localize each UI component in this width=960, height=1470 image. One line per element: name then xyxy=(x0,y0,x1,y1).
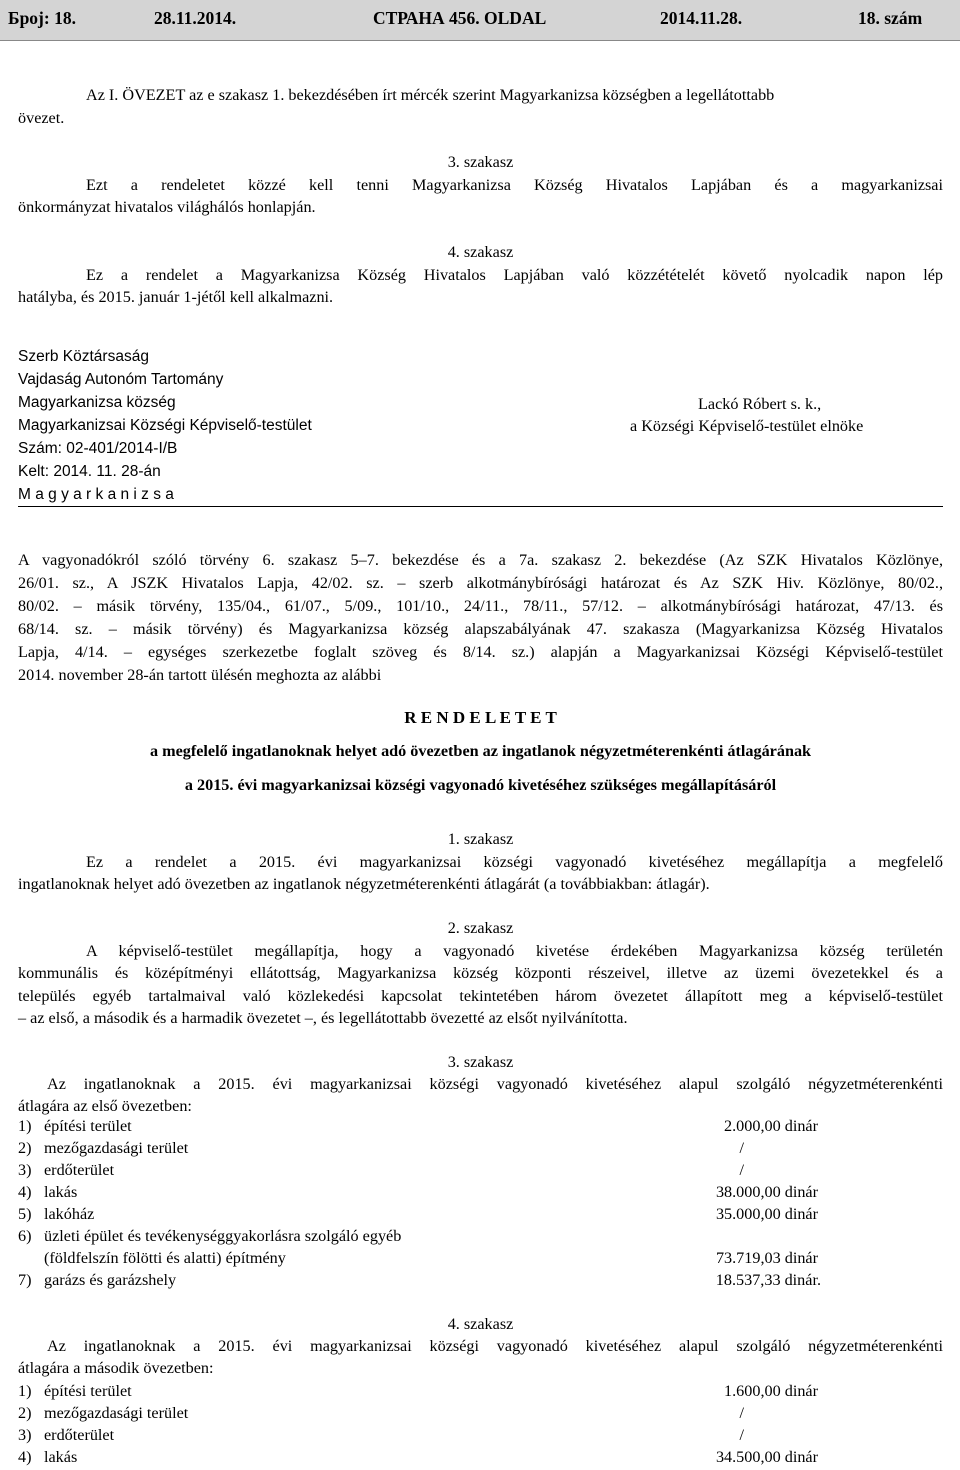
decree-subtitle-1: a megfelelő ingatlanoknak helyet adó övezetben az ingatlanok négyzetméterenkénti átlagárának xyxy=(149,742,812,760)
section-3-heading: 3. szakasz xyxy=(447,1053,514,1071)
list-item: 4) lakás 34.500,00 dinár xyxy=(18,1448,818,1466)
list-item: 5) lakóház 35.000,00 dinár xyxy=(18,1205,818,1223)
preamble-line-5: Lapja, 4/14. – egységes szerkezetbe foglalt szöveg és 8/14. sz.) alapján a Magyarkanizsai Községi Képviselő-testület xyxy=(18,643,943,661)
list-item: 3) erdőterület / xyxy=(18,1161,744,1179)
list-item: 3) erdőterület / xyxy=(18,1426,744,1444)
issue-number-sr: Број: 18. xyxy=(8,8,76,28)
preamble-line-4: 68/14. sz. – másik törvény) és Magyarkanizsa község alapszabályának 47. szakasza (Magyarkanizsa Község Hivatalos xyxy=(18,620,943,638)
section-3-line-1: Az ingatlanoknak a 2015. évi magyarkanizsai községi vagyonadó kivetéséhez alapul szolgáló négyzetméterenkénti xyxy=(47,1075,943,1093)
document-place: M a g y a r k a n i z s a xyxy=(18,486,174,503)
section-3-top-line-2: önkormányzat hivatalos világhálós honlapján. xyxy=(18,198,316,216)
list-item: 2) mezőgazdasági terület / xyxy=(18,1139,744,1157)
section-4-top-line-1: Ez a rendelet a Magyarkanizsa Község Hivatalos Lapjában való közzétételét követő nyolcadik napon lép xyxy=(86,266,943,284)
section-4-top-heading: 4. szakasz xyxy=(447,243,514,261)
issue-date-sr: 28.11.2014. xyxy=(154,8,237,28)
document-number: Szám: 02-401/2014-I/B xyxy=(18,440,178,457)
section-4-top-line-2: hatályba, és 2015. január 1-jétől kell alkalmazni. xyxy=(18,288,334,306)
section-3-top-heading: 3. szakasz xyxy=(447,153,514,171)
decree-title: R E N D E L E T E T xyxy=(404,708,557,727)
preamble-line-1: A vagyonadókról szóló törvény 6. szakasz 5–7. bekezdése és a 7a. szakasz 2. bekezdése (Az SZK Hivatalos Közlönye, xyxy=(18,551,943,569)
section-2-heading: 2. szakasz xyxy=(447,919,514,937)
issuer-line-3: Magyarkanizsa község xyxy=(18,394,176,411)
section-1-line-2: ingatlanoknak helyet adó övezetben az ingatlanok négyzetméterenkénti átlagárát (a továbbiakban: átlagár). xyxy=(18,875,710,893)
page-header xyxy=(0,0,960,41)
preamble-line-2: 26/01. sz., A JSZK Hivatalos Lapja, 42/02. sz. – szerb alkotmánybírósági határozat és Az SZK Hiv. Közlönye, 80/02., xyxy=(18,574,943,592)
preamble-line-6: 2014. november 28-án tartott ülésén meghozta az alábbi xyxy=(18,666,382,684)
page-number: СТРАНА 456. OLDAL xyxy=(373,8,547,28)
document-date: Kelt: 2014. 11. 28-án xyxy=(18,463,161,480)
section-4-heading: 4. szakasz xyxy=(447,1315,514,1333)
list-item: (földfelszín fölötti és alatti) építmény 73.719,03 dinár xyxy=(44,1249,818,1267)
issuer-line-1: Szerb Köztársaság xyxy=(18,348,149,365)
section-3-line-2: átlagára az első övezetben: xyxy=(18,1097,192,1115)
signatory-role: a Községi Képviselő-testület elnöke xyxy=(630,417,864,435)
section-2-line-4: – az első, a második és a harmadik övezetet –, és legellátottabb övezetté az elsőt nyilvánította. xyxy=(18,1009,628,1027)
issuer-line-2: Vajdaság Autonóm Tartomány xyxy=(18,371,224,388)
list-item: 6) üzleti épület és tevékenységgyakorlásra szolgáló egyéb xyxy=(18,1227,402,1245)
section-divider xyxy=(18,506,943,507)
section-2-line-3: település egyéb tartalmaival való közlekedési kapcsolat tekintetében három övezetet állapított meg a képviselő-testület xyxy=(18,987,943,1005)
section-1-line-1: Ez a rendelet a 2015. évi magyarkanizsai községi vagyonadó kivetéséhez megállapítja a megfelelő xyxy=(86,853,943,871)
section-2-line-1: A képviselő-testület megállapítja, hogy a vagyonadó kivetése érdekében Magyarkanizsa község területén xyxy=(86,942,943,960)
list-item: 2) mezőgazdasági terület / xyxy=(18,1404,744,1422)
issue-number-hu: 18. szám xyxy=(858,8,923,28)
list-item: 1) építési terület 1.600,00 dinár xyxy=(18,1382,818,1400)
section-4-line-2: átlagára a második övezetben: xyxy=(18,1359,214,1377)
signatory-name: Lackó Róbert s. k., xyxy=(698,395,822,413)
intro-line-1: Az I. ÖVEZET az e szakasz 1. bekezdésében írt mércék szerint Magyarkanizsa községben a legellátottabb xyxy=(86,86,775,104)
section-4-line-1: Az ingatlanoknak a 2015. évi magyarkanizsai községi vagyonadó kivetéséhez alapul szolgáló négyzetméterenkénti xyxy=(47,1337,943,1355)
section-1-heading: 1. szakasz xyxy=(447,830,514,848)
issuer-line-4: Magyarkanizsai Községi Képviselő-testület xyxy=(18,417,312,434)
issue-date-hu: 2014.11.28. xyxy=(660,8,743,28)
list-item: 1) építési terület 2.000,00 dinár xyxy=(18,1117,818,1135)
list-item: 4) lakás 38.000,00 dinár xyxy=(18,1183,818,1201)
decree-subtitle-2: a 2015. évi magyarkanizsai községi vagyonadó kivetéséhez szükséges megállapításáról xyxy=(184,776,777,794)
section-2-line-2: kommunális és középítményi ellátottság, Magyarkanizsa község központi részeivel, illetve az üzemi övezetekkel és a xyxy=(18,964,943,982)
section-3-top-line-1: Ezt a rendeletet közzé kell tenni Magyarkanizsa Község Hivatalos Lapjában és a magyarkanizsai xyxy=(86,176,943,194)
intro-line-2: övezet. xyxy=(18,109,65,127)
list-item: 7) garázs és garázshely 18.537,33 dinár. xyxy=(18,1271,821,1289)
preamble-line-3: 80/02. – másik törvény, 135/04., 61/07., 5/09., 101/10., 24/11., 78/11., 57/12. – alkotmánybírósági határozat, 47/13. és xyxy=(18,597,943,615)
